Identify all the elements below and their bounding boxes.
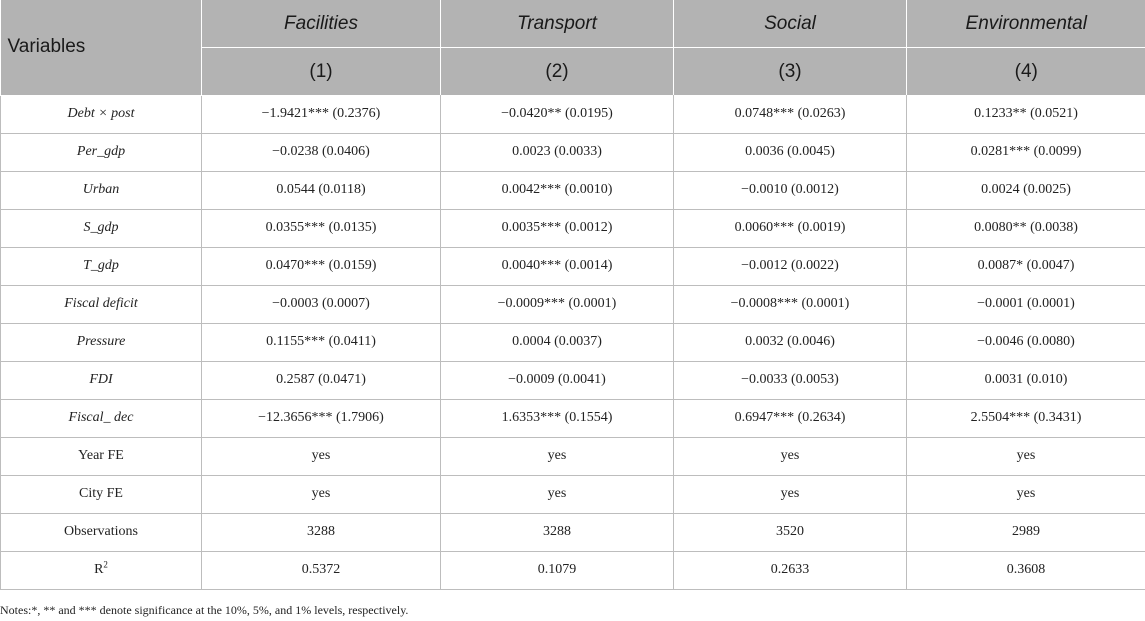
row-label [1,551,202,589]
table-row [1,133,1145,171]
r-squared-base: R [94,562,104,577]
table-cell: 0.0087* (0.0047) [907,247,1145,285]
table-cell: yes [202,437,441,475]
row-label: S_gdp [1,209,202,247]
table-cell: 1.6353*** (0.1554) [441,399,674,437]
table-cell: 0.2587 (0.0471) [202,361,441,399]
table-row [1,361,1145,399]
table-cell: 0.0281*** (0.0099) [907,133,1145,171]
table-row [1,171,1145,209]
table-cell: 0.0040*** (0.0014) [441,247,674,285]
table-cell: 2989 [907,513,1145,551]
row-label: Fiscal deficit [1,285,202,323]
table-cell: 0.5372 [202,551,441,589]
model-4-number: (4) [907,48,1145,96]
table-cell: 0.0544 (0.0118) [202,171,441,209]
table-cell: 3520 [674,513,907,551]
table-cell: 0.3608 [907,551,1145,589]
table-cell: 0.1155*** (0.0411) [202,323,441,361]
table-cell: 3288 [202,513,441,551]
table-cell: −0.0008*** (0.0001) [674,285,907,323]
table-row [1,399,1145,437]
table-cell: yes [441,437,674,475]
row-label: Pressure [1,323,202,361]
table-cell: 0.0470*** (0.0159) [202,247,441,285]
table-row [1,323,1145,361]
table-cell: −0.0001 (0.0001) [907,285,1145,323]
table-cell: 0.1079 [441,551,674,589]
row-label: Urban [1,171,202,209]
row-label: Fiscal_ dec [1,399,202,437]
row-label: T_gdp [1,247,202,285]
table-notes: Notes:*, ** and *** denote significance at the 10%, 5%, and 1% levels, respectively. [0,603,409,617]
table-row [1,475,1145,513]
model-2-header: Transport [441,0,674,48]
table-cell: −0.0009 (0.0041) [441,361,674,399]
table-cell: −0.0003 (0.0007) [202,285,441,323]
table-cell: yes [907,437,1145,475]
row-label: Per_gdp [1,133,202,171]
table-cell: 0.1233** (0.0521) [907,95,1145,133]
table-cell: 0.0042*** (0.0010) [441,171,674,209]
table-cell: −0.0238 (0.0406) [202,133,441,171]
table-cell: 0.0032 (0.0046) [674,323,907,361]
table-cell: 3288 [441,513,674,551]
model-3-number: (3) [674,48,907,96]
table-cell: 0.0036 (0.0045) [674,133,907,171]
table-cell: −0.0010 (0.0012) [674,171,907,209]
table-cell: 0.0080** (0.0038) [907,209,1145,247]
table-cell: −1.9421*** (0.2376) [202,95,441,133]
header-row-models [1,0,1145,48]
table-cell: −0.0046 (0.0080) [907,323,1145,361]
table-cell: −12.3656*** (1.7906) [202,399,441,437]
table-row [1,95,1145,133]
table-header [1,0,1145,95]
table-cell: 0.0024 (0.0025) [907,171,1145,209]
table-cell: yes [674,475,907,513]
row-label: Observations [1,513,202,551]
table-cell: 0.0031 (0.010) [907,361,1145,399]
r-squared-superscript: 2 [103,559,108,570]
table-cell: yes [441,475,674,513]
table-body [1,95,1145,589]
table-cell: 0.0004 (0.0037) [441,323,674,361]
table-cell: yes [674,437,907,475]
table-cell: 0.0023 (0.0033) [441,133,674,171]
model-3-header: Social [674,0,907,48]
table-row [1,513,1145,551]
row-label: Year FE [1,437,202,475]
table-cell: yes [907,475,1145,513]
table-cell: yes [202,475,441,513]
table-cell: 0.2633 [674,551,907,589]
row-label: Debt × post [1,95,202,133]
row-label: City FE [1,475,202,513]
variables-header: Variables [1,0,202,95]
table-cell: −0.0033 (0.0053) [674,361,907,399]
model-2-number: (2) [441,48,674,96]
table-cell: −0.0012 (0.0022) [674,247,907,285]
table-row [1,551,1145,589]
model-1-number: (1) [202,48,441,96]
table-cell: 0.0035*** (0.0012) [441,209,674,247]
row-label: FDI [1,361,202,399]
table-row [1,285,1145,323]
table-cell: 0.0060*** (0.0019) [674,209,907,247]
table-cell: 0.0355*** (0.0135) [202,209,441,247]
table-row [1,209,1145,247]
model-4-header: Environmental [907,0,1145,48]
table-cell: −0.0420** (0.0195) [441,95,674,133]
table-cell: 0.0748*** (0.0263) [674,95,907,133]
table-row [1,437,1145,475]
model-1-header: Facilities [202,0,441,48]
table-cell: 0.6947*** (0.2634) [674,399,907,437]
table-row [1,247,1145,285]
table-cell: −0.0009*** (0.0001) [441,285,674,323]
table-cell: 2.5504*** (0.3431) [907,399,1145,437]
